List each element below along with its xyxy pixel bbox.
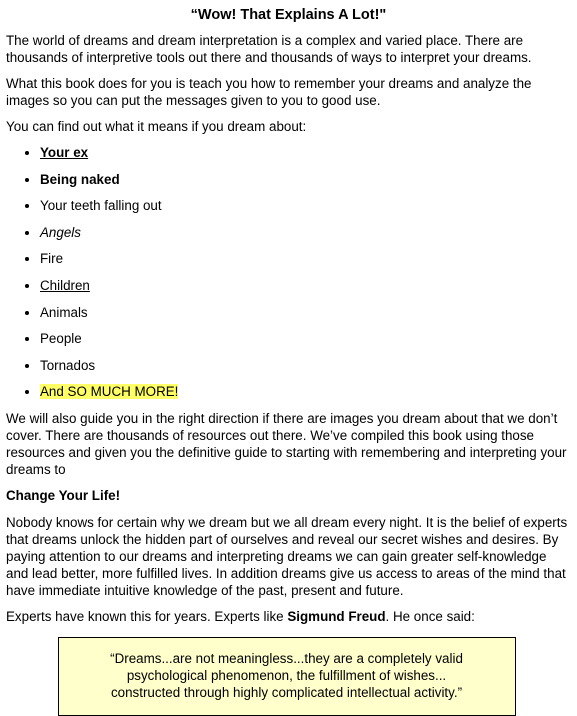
- quote-line: constructed through highly complicated intellectual activity.”: [110, 684, 463, 700]
- list-item-highlighted-label: And SO MUCH MORE!: [40, 384, 179, 400]
- list-item: [40, 304, 571, 321]
- purpose-paragraph: What this book does for you is teach you how to remember your dreams and analyze the images so you can put the messages given to you to good use.: [6, 76, 532, 108]
- list-item-label: People: [40, 331, 82, 347]
- nobody-paragraph: Nobody knows for certain why we dream but we all dream every night. It is the belief of experts that dreams unlock the hidden part of ourselves and reveal our secret wishes and desires. By paying attention to our dreams and interpreting dreams we can gain greater self-knowledge and lead better, more fulfilled lives. In addition dreams give us access to areas of the mind that have immediate intuitive knowledge of the past, present and future.: [6, 514, 568, 598]
- quote-line: “Dreams...are not meaningless...they are a completely valid: [110, 650, 463, 666]
- page-title: “Wow! That Explains A Lot!": [190, 7, 387, 23]
- list-item-label: Being naked: [40, 171, 120, 187]
- list-item: [40, 171, 571, 188]
- list-lead-paragraph: You can find out what it means if you dream about:: [6, 119, 307, 134]
- list-item-label: Animals: [40, 304, 88, 320]
- list-item-label: Your teeth falling out: [40, 198, 162, 214]
- expert-name: Sigmund Freud: [287, 608, 386, 624]
- list-item-label: Angels: [40, 224, 81, 240]
- list-item: [40, 357, 571, 374]
- list-item: [40, 330, 571, 347]
- quote-line: psychological phenomenon, the fulfillment of wishes...: [126, 667, 447, 683]
- list-item-label: Children: [40, 277, 90, 293]
- experts-text-before: Experts have known this for years. Experts like: [6, 608, 288, 624]
- list-item: [40, 277, 571, 294]
- list-item-label: Tornados: [40, 357, 96, 373]
- document-page: [6, 0, 571, 716]
- list-item: [40, 250, 571, 267]
- experts-paragraph: [6, 608, 571, 625]
- list-item: [40, 383, 571, 400]
- list-item-label: Fire: [40, 251, 64, 267]
- quote-box: [58, 637, 516, 716]
- list-item-label: Your ex: [40, 145, 89, 160]
- section-heading: Change Your Life!: [6, 487, 121, 503]
- list-item: [40, 144, 571, 161]
- intro-paragraph: The world of dreams and dream interpretation is a complex and varied place. There are thousands of interpretive tools out there and thousands of ways to interpret your dreams.: [6, 33, 532, 65]
- experts-text-after: . He once said:: [385, 608, 475, 624]
- dream-topics-list: [6, 144, 571, 400]
- list-item: [40, 197, 571, 214]
- list-item: [40, 224, 571, 241]
- guide-paragraph: We will also guide you in the right direction if there are images you dream about that we don’t cover. There are thousands of resources out there. We’ve compiled this book using those resources and given you the definitive guide to starting with remembering and interpreting your dreams to: [6, 410, 567, 477]
